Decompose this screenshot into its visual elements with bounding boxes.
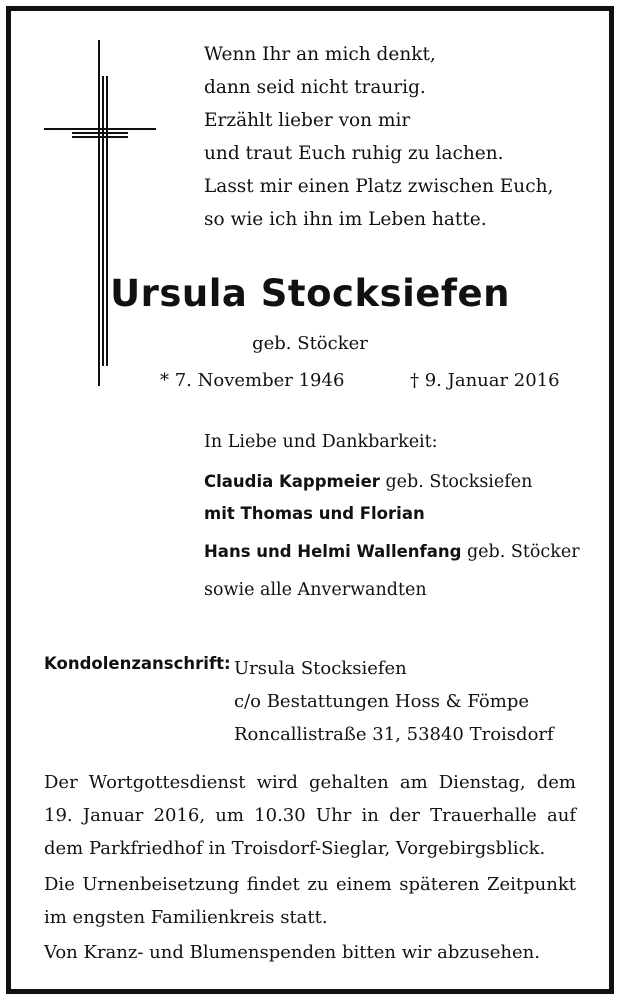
condolence-address — [234, 652, 554, 751]
mourner-name: Claudia Kappmeier — [204, 472, 380, 491]
mourner-line — [204, 504, 425, 524]
mourners-relatives: sowie alle Anverwandten — [204, 580, 427, 600]
address-line: Ursula Stocksiefen — [234, 658, 407, 679]
poem-line: Erzählt lieber von mir — [204, 110, 411, 131]
mourner-line — [204, 472, 532, 492]
poem-line: Wenn Ihr an mich denkt, — [204, 44, 436, 65]
mourner-name: Hans und Helmi Wallenfang — [204, 542, 462, 561]
poem-line: Lasst mir einen Platz zwischen Euch, — [204, 176, 554, 197]
service-note: Der Wortgottesdienst wird gehalten am Dienstag, dem 19. Januar 2016, um 10.30 Uhr in der Trauerhalle auf dem Parkfriedhof in Troisdorf-Sieglar, Vorgebirgsblick. — [44, 772, 576, 859]
poem-line: dann seid nicht traurig. — [204, 77, 426, 98]
address-line: c/o Bestattungen Hoss & Fömpe — [234, 691, 529, 712]
deceased-name: Ursula Stocksiefen — [110, 272, 510, 315]
death-date: † 9. Januar 2016 — [410, 370, 560, 391]
address-line: Roncallistraße 31, 53840 Troisdorf — [234, 724, 554, 745]
burial-note: Die Urnenbeisetzung findet zu einem späteren Zeitpunkt im engsten Familienkreis statt. — [44, 874, 576, 928]
mourners-intro: In Liebe und Dankbarkeit: — [204, 432, 438, 452]
mourner-birth-name: geb. Stöcker — [461, 542, 580, 562]
poem-line: und traut Euch ruhig zu lachen. — [204, 143, 504, 164]
mourner-line — [204, 542, 580, 562]
poem-line: so wie ich ihn im Leben hatte. — [204, 209, 487, 230]
condolence-label: Kondolenzanschrift: — [44, 654, 231, 673]
birth-date: * 7. November 1946 — [160, 370, 345, 391]
mourner-birth-name: geb. Stocksiefen — [379, 472, 533, 492]
poem — [204, 38, 564, 236]
flowers-note: Von Kranz- und Blumenspenden bitten wir abzusehen. — [44, 942, 540, 963]
birth-name: geb. Stöcker — [252, 333, 368, 354]
mourner-name: mit Thomas und Florian — [204, 504, 425, 523]
